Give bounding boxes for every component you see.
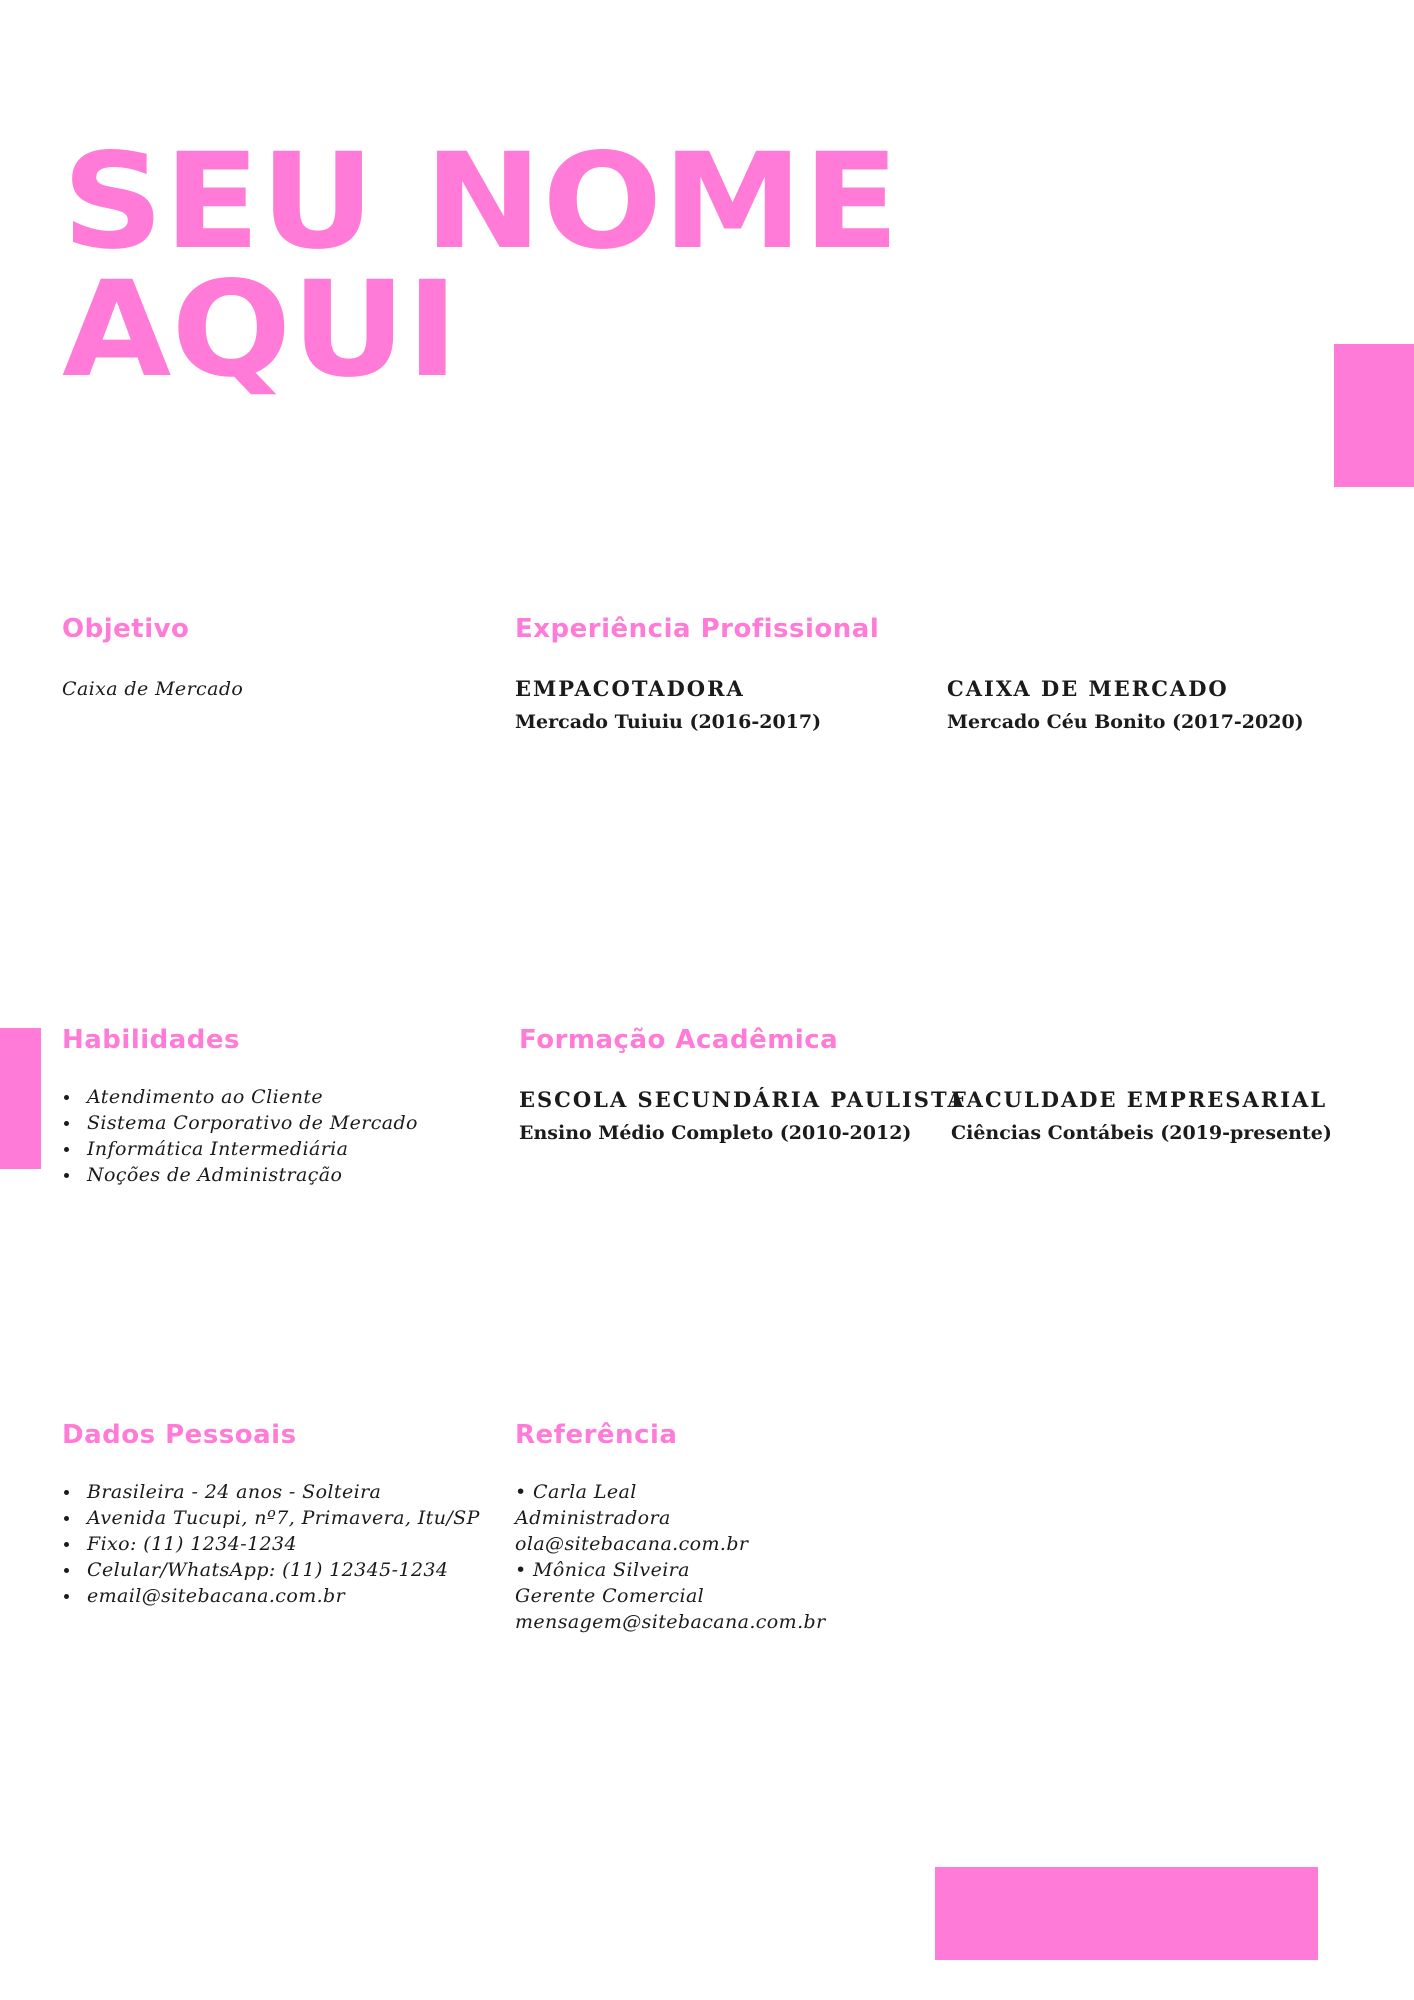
name-line-2: AQUI (62, 253, 459, 407)
decor-block-left (0, 1028, 41, 1169)
experience-heading: Experiência Profissional (515, 614, 880, 644)
education-detail: Ciências Contábeis (2019-presente) (951, 1122, 1332, 1144)
school-name: FACULDADE EMPRESARIAL (951, 1087, 1328, 1112)
reference-line: Gerente Comercial (515, 1585, 705, 1607)
references-list (515, 1479, 826, 1635)
job-title: CAIXA DE MERCADO (947, 676, 1229, 701)
list-item: Noções de Administração (62, 1162, 418, 1188)
reference-line: • Carla Leal (515, 1481, 637, 1503)
list-item: Fixo: (11) 1234-1234 (62, 1531, 480, 1557)
decor-block-right (1334, 344, 1414, 487)
job-detail: Mercado Tuiuiu (2016-2017) (515, 711, 822, 733)
list-item: Celular/WhatsApp: (11) 12345-1234 (62, 1557, 480, 1583)
reference-line: Administradora (515, 1507, 671, 1529)
name-line-1: SEU NOME (62, 125, 900, 279)
education-entry (951, 1087, 1332, 1144)
list-item: Atendimento ao Cliente (62, 1084, 418, 1110)
list-item: Sistema Corporativo de Mercado (62, 1110, 418, 1136)
job-title: EMPACOTADORA (515, 676, 745, 701)
resume-name (62, 125, 1132, 407)
list-item: Avenida Tucupi, nº7, Primavera, Itu/SP (62, 1505, 480, 1531)
job-entry (515, 676, 821, 733)
decor-block-bottom (935, 1867, 1318, 1960)
education-heading: Formação Acadêmica (519, 1025, 839, 1055)
personal-list (62, 1479, 480, 1609)
skills-list (62, 1084, 418, 1188)
job-entry (947, 676, 1304, 733)
skills-heading: Habilidades (62, 1025, 241, 1055)
objective-text: Caixa de Mercado (62, 678, 244, 700)
list-item: Brasileira - 24 anos - Solteira (62, 1479, 480, 1505)
list-item: email@sitebacana.com.br (62, 1583, 480, 1609)
list-item: Informática Intermediária (62, 1136, 418, 1162)
reference-line: • Mônica Silveira (515, 1559, 690, 1581)
job-detail: Mercado Céu Bonito (2017-2020) (947, 711, 1304, 733)
reference-line: ola@sitebacana.com.br (515, 1533, 749, 1555)
school-name: ESCOLA SECUNDÁRIA PAULISTA (519, 1087, 966, 1112)
reference-line: mensagem@sitebacana.com.br (515, 1611, 826, 1633)
education-entry (519, 1087, 966, 1144)
personal-heading: Dados Pessoais (62, 1420, 297, 1450)
references-heading: Referência (515, 1420, 678, 1450)
education-detail: Ensino Médio Completo (2010-2012) (519, 1122, 912, 1144)
objective-heading: Objetivo (62, 614, 190, 644)
